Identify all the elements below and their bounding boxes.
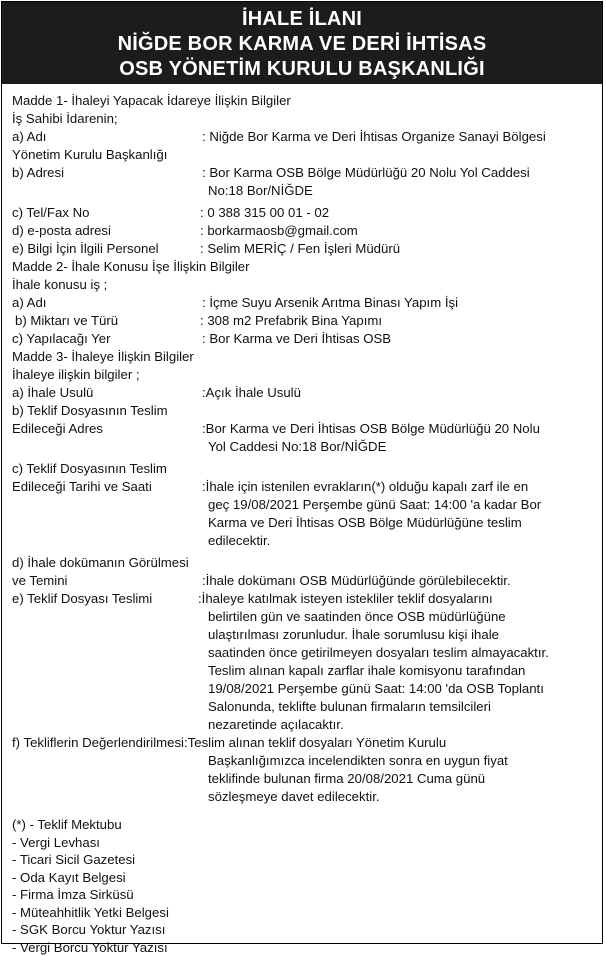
list-item: - SGK Borcu Yoktur Yazısı — [12, 921, 597, 939]
madde3-title: Madde 3- İhaleye İlişkin Bilgiler — [12, 348, 597, 366]
field-value: : 308 m2 Prefabrik Bina Yapımı — [200, 312, 382, 330]
field-label: Edileceği Adres — [12, 420, 103, 438]
madde3-teslimi-cont — [12, 680, 597, 698]
field-value: :İhaleye katılmak isteyen istekliler teklif dosyalarını — [198, 590, 493, 608]
madde3-teslimi-cont — [12, 698, 597, 716]
madde2-miktar — [12, 312, 597, 330]
field-value: Yol Caddesi No:18 Bor/NİĞDE — [208, 438, 386, 456]
field-value: geç 19/08/2021 Perşembe günü Saat: 14:00 'a kadar Bor — [208, 496, 541, 514]
field-label: c) Tel/Fax No — [12, 204, 89, 222]
madde1-tel — [12, 204, 597, 222]
field-value: : Niğde Bor Karma ve Deri İhtisas Organize Sanayi Bölgesi — [202, 128, 546, 146]
field-value: saatinden önce getirilmeyen dosyaları teslim almayacaktır. — [208, 644, 549, 662]
list-item: - Müteahhitlik Yetki Belgesi — [12, 904, 597, 922]
field-value: belirtilen gün ve saatinden önce OSB müdürlüğüne — [208, 608, 506, 626]
list-item: - Firma İmza Sirküsü — [12, 886, 597, 904]
header-org-line1: NİĞDE BOR KARMA VE DERİ İHTİSAS — [2, 32, 602, 57]
field-label: Edileceği Tarihi ve Saati — [12, 478, 152, 496]
madde1-adi-cont: Yönetim Kurulu Başkanlığı — [12, 146, 597, 164]
field-label: a) İhale Usulü — [12, 384, 93, 402]
field-label: b) Adresi — [12, 164, 64, 182]
madde3-teslim-adres-cont — [12, 438, 597, 456]
madde3-degerlendirme — [12, 734, 597, 752]
madde3-teslim-tarih-label: c) Teklif Dosyasının Teslim — [12, 460, 597, 478]
madde2-adi — [12, 294, 597, 312]
madde1-adres — [12, 164, 597, 182]
list-item: - Ticari Sicil Gazetesi — [12, 851, 597, 869]
field-value: Karma ve Deri İhtisas OSB Bölge Müdürlüğüne teslim — [208, 514, 522, 532]
field-value: No:18 Bor/NİĞDE — [208, 182, 313, 200]
madde3-degerlendirme-cont — [12, 788, 597, 806]
madde3-degerlendirme-cont — [12, 752, 597, 770]
madde3-teslim-adres — [12, 420, 597, 438]
field-value: 19/08/2021 Perşembe günü Saat: 14:00 'da OSB Toplantı — [208, 680, 544, 698]
field-value: : borkarmaosb@gmail.com — [200, 222, 358, 240]
field-label: d) e-posta adresi — [12, 222, 111, 240]
field-value: :Teslim alınan teklif dosyaları Yönetim Kurulu — [184, 735, 446, 750]
field-value: : Selim MERİÇ / Fen İşleri Müdürü — [200, 240, 400, 258]
madde3-dokuman — [12, 572, 597, 590]
list-item: - Vergi Levhası — [12, 834, 597, 852]
madde2-subtitle: İhale konusu iş ; — [12, 276, 597, 294]
madde2-yer — [12, 330, 597, 348]
madde3-teslimi — [12, 590, 597, 608]
field-label: a) Adı — [12, 294, 46, 312]
field-label: f) Tekliflerin Değerlendirilmesi — [12, 734, 184, 752]
field-label: e) Teklif Dosyası Teslimi — [12, 590, 152, 608]
field-value: Teslim alınan kapalı zarflar ihale komisyonu tarafından — [208, 662, 525, 680]
field-label: e) Bilgi İçin İlgili Personel — [12, 240, 159, 258]
madde1-eposta — [12, 222, 597, 240]
field-value: edilecektir. — [208, 532, 270, 550]
field-value: : Bor Karma ve Deri İhtisas OSB — [202, 330, 391, 348]
field-label: c) Yapılacağı Yer — [12, 330, 111, 348]
field-value: : Bor Karma OSB Bölge Müdürlüğü 20 Nolu Yol Caddesi — [202, 164, 530, 182]
field-label: b) Miktarı ve Türü — [12, 312, 118, 330]
field-value: Başkanlığımızca incelendikten sonra en uygun fiyat — [208, 752, 508, 770]
field-value: : 0 388 315 00 01 - 02 — [200, 204, 329, 222]
madde3-teslim-tarih — [12, 478, 597, 496]
madde1-adres-cont — [12, 182, 597, 200]
madde3-subtitle: İhaleye ilişkin bilgiler ; — [12, 366, 597, 384]
madde3-teslim-tarih-cont — [12, 496, 597, 514]
madde3-teslimi-cont — [12, 662, 597, 680]
madde2-title: Madde 2- İhale Konusu İşe İlişkin Bilgiler — [12, 258, 597, 276]
field-value: :İhale için istenilen evrakların(*) olduğu kapalı zarf ile en — [202, 478, 528, 496]
madde3-degerlendirme-cont — [12, 770, 597, 788]
madde3-teslimi-cont — [12, 716, 597, 734]
madde3-teslimi-cont — [12, 626, 597, 644]
header-title: İHALE İLANI — [2, 7, 602, 32]
madde3-dokuman-label: d) İhale dokümanın Görülmesi — [12, 554, 597, 572]
madde3-teslim-tarih-cont — [12, 514, 597, 532]
required-documents — [12, 816, 597, 956]
list-item: - Vergi Borcu Yoktur Yazısı — [12, 939, 597, 956]
madde1-subtitle: İş Sahibi İdarenin; — [12, 110, 597, 128]
field-label: a) Adı — [12, 128, 46, 146]
header-org-line2: OSB YÖNETİM KURULU BAŞKANLIĞI — [2, 57, 602, 82]
ad-body — [12, 92, 597, 956]
documents-title: (*) - Teklif Mektubu — [12, 816, 597, 834]
field-value: ulaştırılması zorunludur. İhale sorumlusu kişi ihale — [208, 626, 499, 644]
madde1-adi — [12, 128, 597, 146]
field-value: : İçme Suyu Arsenik Arıtma Binası Yapım İşi — [202, 294, 458, 312]
field-value: Salonunda, teklifte bulunan firmaların temsilcileri — [208, 698, 491, 716]
madde3-teslimi-cont — [12, 644, 597, 662]
field-value: teklifinde bulunan firma 20/08/2021 Cuma günü — [208, 770, 485, 788]
madde3-teslim-adres-label: b) Teklif Dosyasının Teslim — [12, 402, 597, 420]
field-value: sözleşmeye davet edilecektir. — [208, 788, 380, 806]
madde3-teslim-tarih-cont — [12, 532, 597, 550]
field-value: :İhale dokümanı OSB Müdürlüğünde görülebilecektir. — [202, 572, 511, 590]
madde1-title: Madde 1- İhaleyi Yapacak İdareye İlişkin Bilgiler — [12, 92, 597, 110]
madde3-usul — [12, 384, 597, 402]
field-label: ve Temini — [12, 572, 67, 590]
list-item: - Oda Kayıt Belgesi — [12, 869, 597, 887]
field-value: :Açık İhale Usulü — [202, 384, 301, 402]
field-value: nezaretinde açılacaktır. — [208, 716, 344, 734]
field-value: :Bor Karma ve Deri İhtisas OSB Bölge Müdürlüğü 20 Nolu — [202, 420, 540, 438]
madde1-personel — [12, 240, 597, 258]
madde3-teslimi-cont — [12, 608, 597, 626]
ad-header — [2, 2, 602, 84]
